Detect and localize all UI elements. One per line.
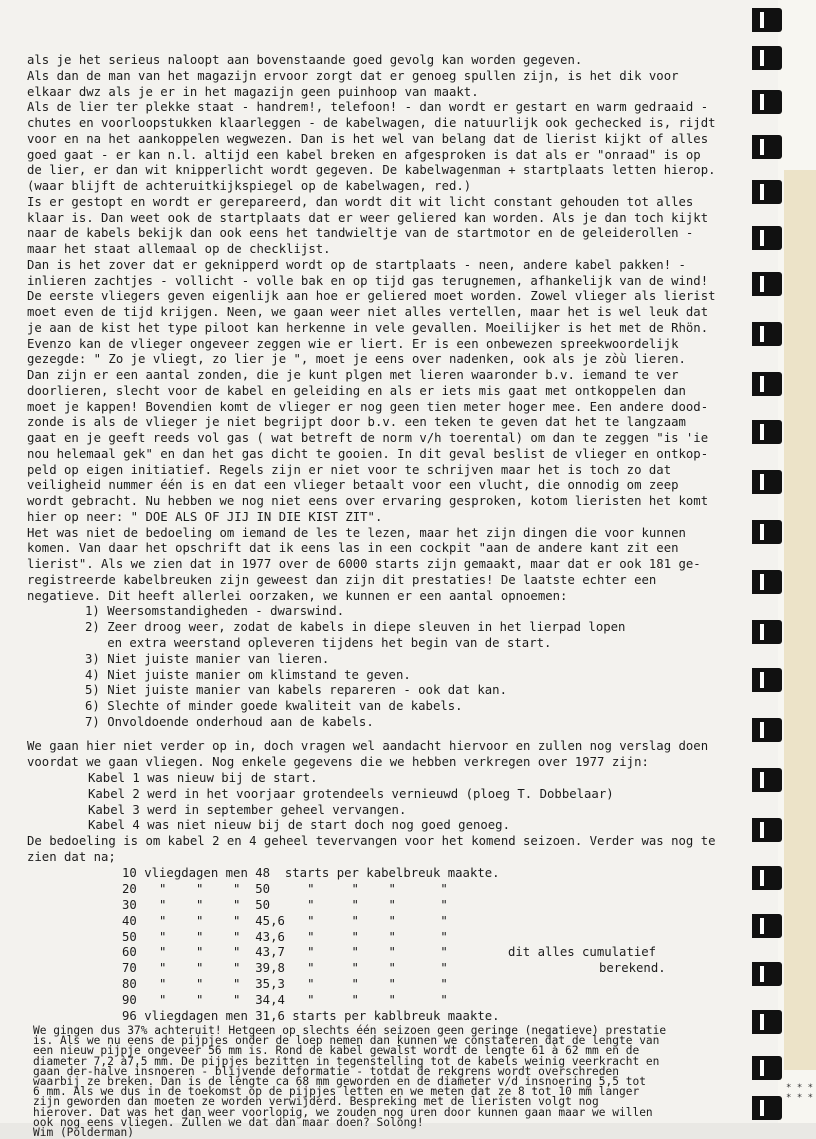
text-line: moet je kappen! Bovendien komt de vlieger er nog geen tien meter hoger mee. Een andere dood- (27, 400, 709, 414)
text-line: de lier, er dan wit knipperlicht wordt gegeven. De kabelwagenman + startplaats letten hierop. (27, 163, 716, 177)
cable-item: Kabel 4 was niet nieuw bij de start doch nog goed genoeg. (88, 818, 510, 832)
stats-row: 96 vliegdagen men 31,6 starts per kablbreuk maakte. (122, 1009, 500, 1023)
binding-ring (752, 718, 782, 742)
text-line: We gingen dus 37% achteruit! Hetgeen op slechts één seizoen geen geringe (negatieve) prestatie (33, 1024, 667, 1037)
text-line: peld op eigen initiatief. Regels zijn er niet voor te schrijven maar het is toch zo dat (27, 463, 672, 477)
text-line: We gaan hier niet verder op in, doch vragen wel aandacht hiervoor en zullen nog verslag doen (27, 739, 709, 753)
binding-ring (752, 520, 782, 544)
cable-item: Kabel 2 werd in het voorjaar grotendeels vernieuwd (ploeg T. Dobbelaar) (88, 787, 614, 801)
text-line: naar de kabels bekijk dan ook eens het tandwieltje van de startmotor en de geleiderollen - (27, 226, 694, 240)
text-line: (waar blijft de achteruitkijkspiegel op de kabelwagen, red.) (27, 179, 472, 193)
cable-item: Kabel 3 werd in september geheel vervangen. (88, 803, 407, 817)
stats-row: 50 " " " 43,6 " " " " (122, 930, 448, 944)
text-line: maar het staat allemaal op de checklijst. (27, 242, 331, 256)
text-line: Dan zijn er een aantal zonden, die je kunt plgen met lieren waaronder b.v. iemand te ver (27, 368, 679, 382)
text-line: gezegde: " Zo je vliegt, zo lier je ", moet je eens over nadenken, ook als je zòù lieren. (27, 352, 686, 366)
stats-row: 20 " " " 50 " " " " (122, 882, 448, 896)
stats-row: 70 " " " 39,8 " " " " (122, 961, 448, 975)
binding-ring (752, 570, 782, 594)
text-line: wordt gebracht. Nu hebben we nog niet eens over ervaring gesproken, kotom lieristen het komt (27, 494, 709, 508)
list-item: 6) Slechte of minder goede kwaliteit van de kabels. (85, 699, 463, 713)
text-line: voor en na het aankoppelen wegwezen. Dan is het wel van belang dat de lierist kijkt of alles (27, 132, 709, 146)
text-line: Het was niet de bedoeling om iemand de les te lezen, maar het zijn dingen die voor kunnen (27, 526, 686, 540)
text-line: Dan is het zover dat er geknipperd wordt op de startplaats - neen, andere kabel pakken! - (27, 258, 686, 272)
text-line: lierist". Als we zien dat in 1977 over de 6000 starts zijn gemaakt, maar dat er ook 181 ge- (27, 557, 701, 571)
comb-binding (752, 0, 782, 1123)
list-item: 3) Niet juiste manier van lieren. (85, 652, 330, 666)
binding-ring (752, 668, 782, 692)
binding-ring (752, 420, 782, 444)
binding-ring (752, 768, 782, 792)
binding-ring (752, 135, 782, 159)
divider-card-tab (784, 170, 816, 1070)
text-line: De eerste vliegers geven eigenlijk aan hoe er geliered moet worden. Zowel vlieger als lierist (27, 289, 716, 303)
cumulative-note: berekend. (599, 961, 666, 975)
binding-ring (752, 866, 782, 890)
text-line: veiligheid nummer één is en dat een vlieger betaalt voor een vlucht, die onnodig om zeep (27, 478, 679, 492)
binding-ring (752, 372, 782, 396)
text-line: Is er gestopt en wordt er gerepareerd, dan wordt dit wit licht constant gehouden tot alles (27, 195, 694, 209)
binding-ring (752, 620, 782, 644)
text-line: moet even de tijd krijgen. Neen, we gaan weer niet alles vertellen, maar het is wel leuk dat (27, 305, 709, 319)
text-line: De bedoeling is om kabel 2 en 4 geheel tevervangen voor het komend seizoen. Verder was nog te (27, 834, 716, 848)
text-line: komen. Van daar het opschrift dat ik eens las in een cockpit "aan de andere kant zit een (27, 541, 679, 555)
text-line: registreerde kabelbreuken zijn geweest dan zijn dit prestaties! De laatste echter een (27, 573, 657, 587)
text-line: zijn geworden dan moeten ze worden verwijderd. Bespreking met de lieristen volgt nog (33, 1095, 599, 1109)
text-line: nou helemaal gek" en dan het gas dicht te gooien. In dit geval beslist de vlieger en ontkop- (27, 447, 709, 461)
text-line: elkaar dwz als je er in het magazijn geen puinhoop van maakt. (27, 85, 479, 99)
text-line: voordat we gaan vliegen. Nog enkele gegevens die we hebben verkregen over 1977 zijn: (27, 755, 649, 769)
text-line: zien dat na; (27, 850, 116, 864)
binding-ring (752, 322, 782, 346)
text-line: gaat en je geeft reeds vol gas ( wat betreft de norm v/h toerental) om dan te zeggen "is 'ie (27, 431, 709, 445)
text-line: negatieve. Dit heeft allerlei oorzaken, we kunnen er een aantal opnoemen: (27, 589, 568, 603)
list-item: en extra weerstand opleveren tijdens het begin van de start. (85, 636, 552, 650)
text-line: doorlieren, slecht voor de kabel en geleiding en als er iets mis gaat met ontkoppelen dan (27, 384, 686, 398)
text-line: Als de lier ter plekke staat - handrem!, telefoon! - dan wordt er gestart en warm gedraaid - (27, 100, 709, 114)
binding-ring (752, 818, 782, 842)
text-line: zonde is als de vlieger je niet begrijpt door b.v. een teken te geven dat het te langzaam (27, 415, 686, 429)
binding-ring (752, 226, 782, 250)
stats-row: 10 vliegdagen men 48 starts per kabelbreuk maakte. (122, 866, 500, 880)
list-item: 4) Niet juiste manier om klimstand te geven. (85, 668, 411, 682)
binding-ring (752, 8, 782, 32)
binding-ring (752, 470, 782, 494)
list-item: 1) Weersomstandigheden - dwarswind. (85, 604, 345, 618)
binding-ring (752, 1010, 782, 1034)
stats-row: 60 " " " 43,7 " " " " (122, 945, 448, 959)
text-line: Evenzo kan de vlieger ongeveer zeggen wie er liert. Er is een onbewezen spreekwoordelijk (27, 337, 679, 351)
binding-ring (752, 1096, 782, 1120)
stats-row: 90 " " " 34,4 " " " " (122, 993, 448, 1007)
stats-row: 40 " " " 45,6 " " " " (122, 914, 448, 928)
list-item: 5) Niet juiste manier van kabels repareren - ook dat kan. (85, 683, 507, 697)
list-item: 2) Zeer droog weer, zodat de kabels in diepe sleuven in het lierpad lopen (85, 620, 626, 634)
cable-item: Kabel 1 was nieuw bij de start. (88, 771, 318, 785)
binding-ring (752, 180, 782, 204)
binding-ring (752, 914, 782, 938)
text-line: klaar is. Dan weet ook de startplaats dat er weer geliered kan worden. Als je dan toch kijkt (27, 211, 709, 225)
stats-row: 30 " " " 50 " " " " (122, 898, 448, 912)
text-line: inlieren zachtjes - vollicht - volle bak en op tijd gas terugnemen, afhankelijk van de wind! (27, 274, 709, 288)
text-line: Wim (Polderman) (33, 1126, 135, 1139)
text-line: Als dan de man van het magazijn ervoor zorgt dat er genoeg spullen zijn, is het dik voor (27, 69, 679, 83)
binding-ring (752, 1056, 782, 1080)
text-line: je aan de kist het type piloot kan herkenne in vele gevallen. Moeilijker is het met de Rhön. (27, 321, 709, 335)
text-line: goed gaat - er kan n.l. altijd een kabel breken en afgesproken is dat als er "onraad" is op (27, 148, 701, 162)
text-line: hierover. Dat was het dan weer voorlopig, we zouden nog uren door kunnen gaan maar we willen (33, 1105, 653, 1119)
stats-row: 80 " " " 35,3 " " " " (122, 977, 448, 991)
text-line: als je het serieus naloopt aan bovenstaande goed gevolg kan worden gegeven. (27, 53, 583, 67)
binding-ring (752, 962, 782, 986)
corner-stars: * * * * * * (786, 1083, 814, 1103)
text-line: chutes en voorloopstukken klaarleggen - de kabelwagen, die natuurlijk ook gechecked is, rijdt (27, 116, 716, 130)
text-line: een nieuw pijpje ongeveer 56 mm is. Rond de kabel gewalst wordt de lengte 61 à 62 mm en de (33, 1044, 640, 1058)
cumulative-note: dit alles cumulatief (508, 945, 657, 959)
text-line: 6 mm. Als we dus in de toekomst op de pijpjes letten en we meten dat ze 8 tot 10 mm langer (33, 1085, 640, 1099)
text-line: is. Als we nu eens de pijpjes onder de loep nemen dan kunnen we constateren dat de lengte van (33, 1034, 660, 1048)
text-line: ook nog eens vliegen. Zullen we dat dan maar doen? Solong! (33, 1115, 424, 1129)
text-line: diameter 7,2 à7,5 mm. De pijpjes bezitten in tegenstelling tot de kabels weinig veerkracht en (33, 1054, 660, 1068)
text-line: hier op neer: " DOE ALS OF JIJ IN DIE KIST ZIT". (27, 510, 383, 524)
binding-ring (752, 46, 782, 70)
binding-ring (752, 90, 782, 114)
text-line: gaan der-halve insnoeren - blijvende deformatie - totdat de rekgrens wordt overschreden (33, 1064, 619, 1078)
text-line: waarbij ze breken. Dan is de lengte ca 68 mm geworden en de diameter v/d insnoering 5,5 tot (33, 1075, 646, 1088)
list-item: 7) Onvoldoende onderhoud aan de kabels. (85, 715, 374, 729)
binding-ring (752, 272, 782, 296)
